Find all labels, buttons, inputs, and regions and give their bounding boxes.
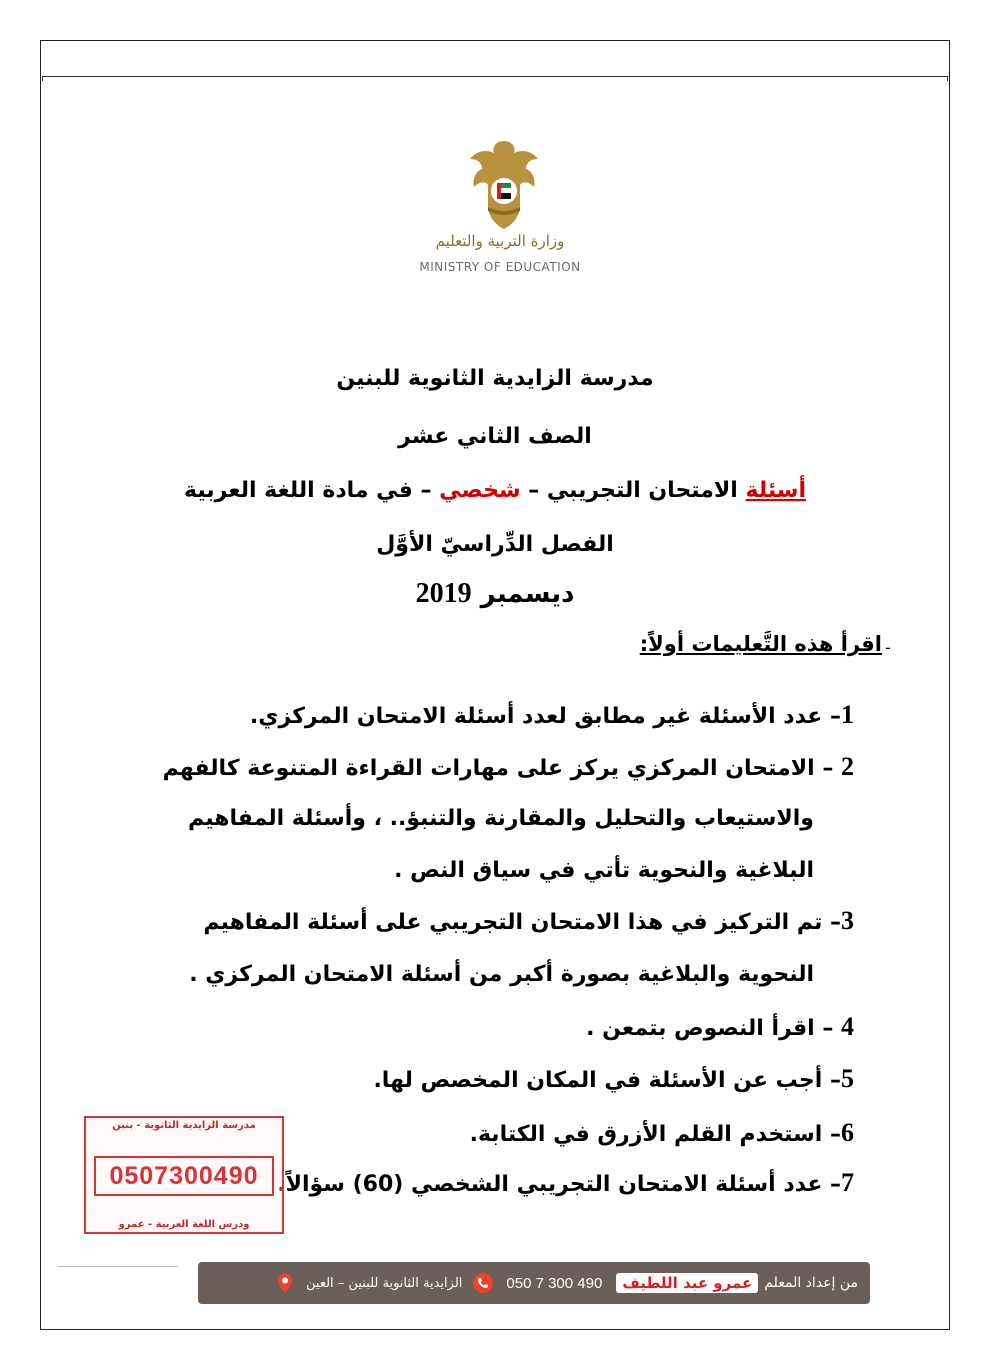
instructions-heading: اقرأ هذه التَّعليمات أولاً: <box>639 632 882 656</box>
instruction-number: 5 <box>841 1064 854 1093</box>
instruction-4 <box>586 1012 854 1042</box>
ministry-name-arabic: وزارة التربية والتعليم <box>435 232 565 250</box>
term-title: الفصل الدِّراسيّ الأوَّل <box>376 532 614 557</box>
instruction-5 <box>373 1064 854 1094</box>
instructions-bullet: - <box>885 638 891 657</box>
uae-falcon-emblem-icon <box>466 135 542 231</box>
instruction-1 <box>250 700 854 730</box>
instruction-number: 6 <box>841 1118 854 1147</box>
exam-title-subject: – في مادة اللغة العربية <box>184 478 440 503</box>
instruction-text: – عدد الأسئلة غير مطابق لعدد أسئلة الامتحان المركزي. <box>249 704 841 729</box>
instruction-6 <box>470 1118 854 1148</box>
exam-title-personal: شخصي <box>439 478 521 503</box>
footer-teacher-name: عمرو عبد اللطيف <box>616 1273 758 1293</box>
instruction-text: – الامتحان المركزي يركز على مهارات القراءة المتنوعة كالفهم <box>162 756 841 781</box>
exam-date <box>120 578 870 610</box>
instruction-text: – أجب عن الأسئلة في المكان المخصص لها. <box>373 1068 841 1093</box>
instruction-number: 1 <box>841 700 854 729</box>
grade-title: الصف الثاني عشر <box>398 424 592 449</box>
instruction-3-line-2: النحوية والبلاغية بصورة أكبر من أسئلة الامتحان المركزي . <box>189 962 814 987</box>
instruction-text: – عدد أسئلة الامتحان التجريبي الشخصي (60) سؤالاً. <box>277 1172 841 1197</box>
footer-school: الزايدية الثانوية للبنين – العين <box>306 1275 463 1291</box>
instruction-2 <box>163 752 854 782</box>
instruction-3 <box>203 906 854 936</box>
teacher-stamp <box>84 1116 284 1234</box>
instruction-number: 4 <box>841 1012 854 1041</box>
exam-title-mock: الامتحان التجريبي – <box>520 478 746 503</box>
instruction-text: – استخدم القلم الأزرق في الكتابة. <box>469 1122 841 1147</box>
top-rule-left-tick <box>42 76 43 81</box>
instruction-7 <box>277 1168 854 1198</box>
instruction-number: 7 <box>841 1168 854 1197</box>
instruction-2-line-2: والاستيعاب والتحليل والمقارنة والتنبؤ.. ، وأسئلة المفاهيم <box>187 806 814 831</box>
footer-prepared-by: من إعداد المعلم <box>764 1275 858 1291</box>
instruction-number: 3 <box>841 906 854 935</box>
footer-phone: 050 7 300 490 <box>506 1274 603 1292</box>
exam-title <box>120 478 870 503</box>
ministry-name-english: MINISTRY OF EDUCATION <box>419 260 581 274</box>
location-pin-icon <box>274 1272 296 1294</box>
top-rule <box>42 76 948 77</box>
instruction-number: 2 <box>841 752 854 781</box>
phone-icon <box>472 1272 494 1294</box>
footer-rule <box>58 1266 178 1267</box>
instruction-text: – اقرأ النصوص بتمعن . <box>586 1016 841 1041</box>
exam-year: 2019 <box>415 578 472 609</box>
exam-title-questions: أسئلة <box>745 478 806 503</box>
stamp-phone: 0507300490 <box>94 1156 274 1196</box>
instruction-text: – تم التركيز في هذا الامتحان التجريبي على أسئلة المفاهيم <box>203 910 841 935</box>
stamp-bottom-text: ودرس اللغة العربية - عمرو <box>118 1219 250 1230</box>
top-rule-right-tick <box>947 76 948 81</box>
exam-month: ديسمبر <box>480 579 575 609</box>
footer-banner <box>198 1262 870 1304</box>
instruction-2-line-3: البلاغية والنحوية تأتي في سياق النص . <box>394 858 814 883</box>
stamp-school-text: مدرسة الزايدية الثانوية - بنين <box>112 1120 256 1131</box>
school-name: مدرسة الزايدية الثانوية للبنين <box>336 366 654 391</box>
